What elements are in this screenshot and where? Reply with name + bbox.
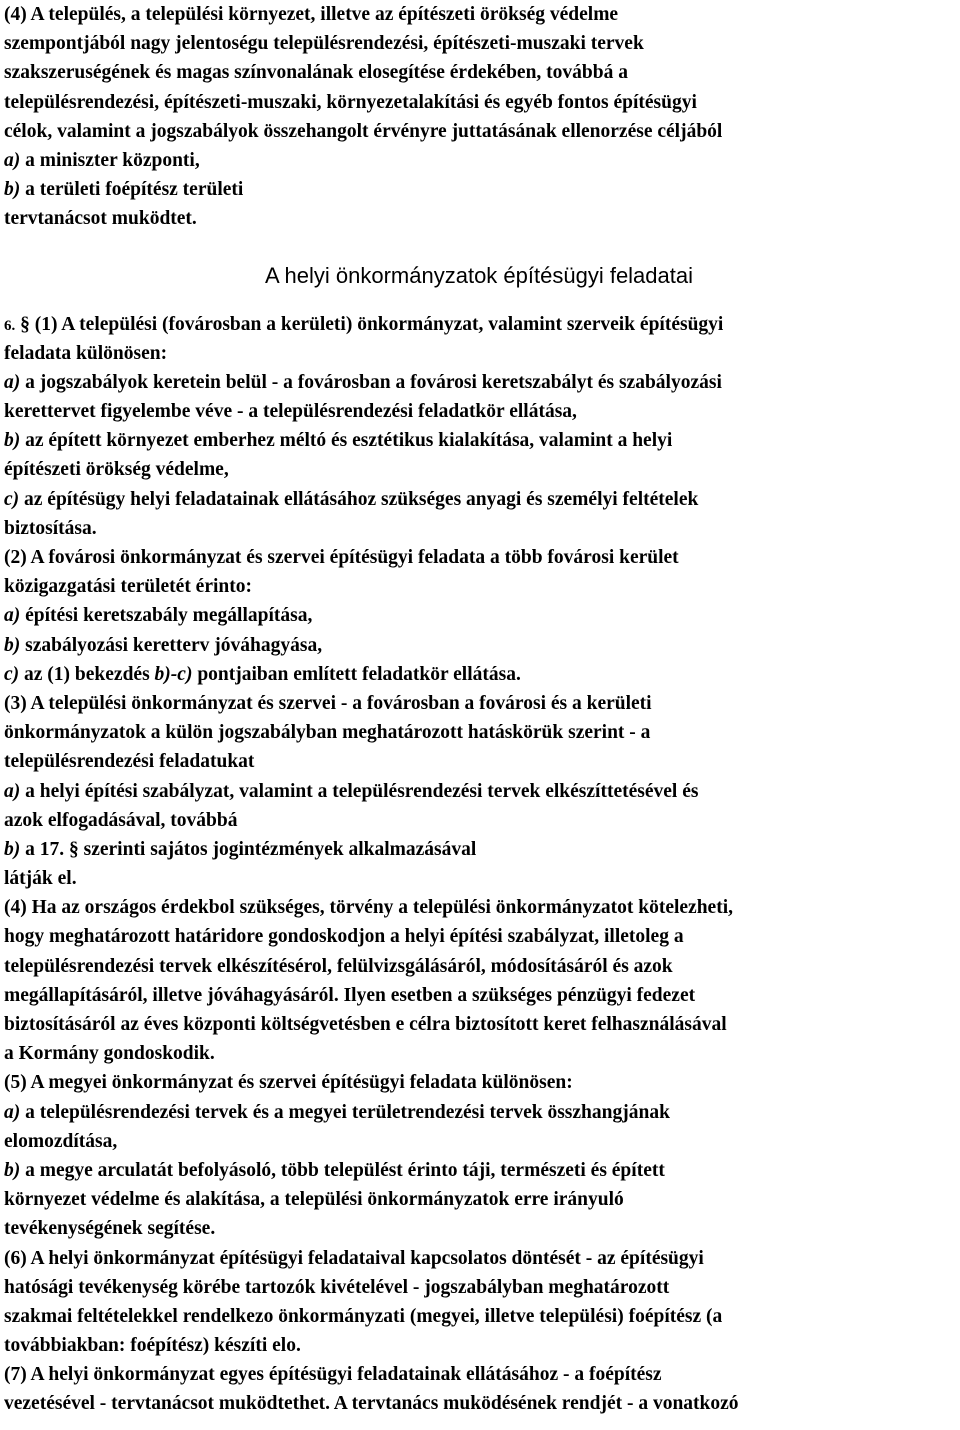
text-line — [4, 952, 954, 981]
text: (4) Ha az országos érdekbol szükséges, törvény a települési önkormányzatot kötelezheti, — [4, 897, 733, 919]
list-item — [4, 368, 954, 397]
list-item — [4, 660, 954, 689]
text: (6) A helyi önkormányzat építésügyi feladataival kapcsolatos döntését - az építésügyi — [4, 1247, 704, 1269]
text: vezetésével - tervtanácsot muködtethet. A tervtanács muködésének rendjét - a vonatkozó — [4, 1393, 739, 1415]
list-item — [4, 631, 954, 660]
item-marker: a) — [4, 371, 21, 393]
text: (5) A megyei önkormányzat és szervei építésügyi feladata különösen: — [4, 1072, 573, 1094]
text-line — [4, 747, 954, 776]
item-marker: a) — [4, 780, 21, 802]
text-line — [4, 1127, 954, 1156]
text: hogy meghatározott határidore gondoskodjon a helyi építési szabályzat, illetoleg a — [4, 926, 684, 948]
text: (7) A helyi önkormányzat egyes építésügyi feladatainak ellátásához - a foépítész — [4, 1364, 662, 1386]
text: pontjaiban említett feladatkör ellátása. — [192, 663, 521, 685]
text: szerinti sajátos jogintézmények alkalmazásával — [78, 838, 477, 860]
text-line — [4, 1010, 954, 1039]
text: kerettervet figyelembe véve - a településrendezési feladatkör ellátása, — [4, 401, 577, 423]
section-4-block — [4, 0, 954, 234]
text: a miniszter központi, — [20, 149, 200, 171]
paragraph-number: 6. — [4, 317, 16, 334]
text-line — [4, 689, 954, 718]
text-line — [4, 572, 954, 601]
text: látják el. — [4, 868, 77, 890]
text: szakmai feltételekkel rendelkezo önkormányzati (megyei, illetve települési) foépítész (a — [4, 1305, 723, 1327]
text-line — [4, 543, 954, 572]
section-heading: A helyi önkormányzatok építésügyi feladatai — [264, 262, 694, 288]
text-line — [4, 864, 954, 893]
text: a településrendezési tervek és a megyei területrendezési tervek összhangjának — [20, 1101, 670, 1123]
item-marker: b) — [4, 430, 21, 452]
text-line — [4, 88, 954, 117]
text: településrendezési tervek elkészítésérol, felülvizsgálásáról, módosításáról és azok — [4, 955, 673, 977]
text: szempontjából nagy jelentoségu településrendezési, építészeti-muszaki tervek — [4, 33, 644, 55]
text-line — [4, 1244, 954, 1273]
text: biztosításáról az éves központi költségvetésben e célra biztosított keret felhasználásával — [4, 1014, 727, 1035]
text-line — [4, 514, 954, 543]
text-line — [4, 455, 954, 484]
text: hatósági tevékenység körébe tartozók kivételével - jogszabályban meghatározott — [4, 1276, 670, 1298]
text-line — [4, 922, 954, 951]
text: a jogszabályok keretein belül - a fovárosban a fovárosi keretszabályt és szabályozási — [20, 371, 722, 393]
paragraph-6-block — [4, 310, 954, 1419]
item-marker: b) — [4, 1159, 21, 1181]
text-line — [4, 1302, 954, 1331]
text: az (1) bekezdés — [19, 663, 155, 685]
text: azok elfogadásával, továbbá — [4, 809, 238, 831]
text: szakszeruségének és magas színvonalának elosegítése érdekében, továbbá a — [4, 62, 628, 84]
item-marker: c) — [4, 488, 20, 510]
text-line — [4, 981, 954, 1010]
list-item — [4, 175, 954, 204]
text-line — [4, 1273, 954, 1302]
list-item — [4, 835, 954, 864]
text: szabályozási keretterv jóváhagyása, — [20, 634, 323, 656]
text-line — [4, 1331, 954, 1360]
text-line — [4, 310, 954, 339]
text: az épített környezet emberhez méltó és esztétikus kialakítása, valamint a helyi — [20, 430, 673, 452]
text: a helyi építési szabályzat, valamint a településrendezési tervek elkészíttetésével és — [20, 780, 699, 802]
text: a területi foépítész területi — [20, 179, 244, 201]
text-line — [4, 0, 954, 29]
text: (4) A település, a települési környezet, illetve az építészeti örökség védelme — [4, 4, 619, 25]
text-line — [4, 117, 954, 146]
list-item — [4, 426, 954, 455]
text: tevékenységének segítése. — [4, 1218, 216, 1240]
item-marker: a) — [4, 149, 21, 171]
text-line — [4, 893, 954, 922]
text-line — [4, 204, 954, 233]
text: feladata különösen: — [4, 342, 168, 364]
list-item — [4, 777, 954, 806]
list-item — [4, 601, 954, 630]
text: megállapításáról, illetve jóváhagyásáról. Ilyen esetben a szükséges pénzügyi fedezet — [4, 984, 696, 1006]
item-marker: b) — [4, 179, 21, 201]
item-marker: c) — [4, 663, 20, 685]
text: önkormányzatok a külön jogszabályban meghatározott hatáskörük szerint - a — [4, 722, 651, 744]
text: célok, valamint a jogszabályok összehangolt érvényre juttatásának ellenorzése céljából — [4, 120, 723, 142]
text-line — [4, 1214, 954, 1243]
document-page — [4, 0, 954, 1419]
text-line — [4, 1360, 954, 1389]
text: építési keretszabály megállapítása, — [20, 605, 313, 627]
text: településrendezési feladatukat — [4, 751, 255, 773]
text-line — [4, 806, 954, 835]
text: biztosítása. — [4, 517, 97, 539]
item-marker: b) — [4, 634, 21, 656]
point-reference: b)-c) — [154, 663, 193, 685]
item-marker: a) — [4, 1101, 21, 1123]
text-line — [4, 29, 954, 58]
text: (2) A fovárosi önkormányzat és szervei építésügyi feladata a több fovárosi kerület — [4, 547, 679, 568]
text-line — [4, 397, 954, 426]
text-line — [4, 58, 954, 87]
list-item — [4, 146, 954, 175]
text: településrendezési, építészeti-muszaki, környezetalakítási és egyéb fontos építésügyi — [4, 91, 697, 113]
text: (1) A települési (fovárosban a kerületi) önkormányzat, valamint szerveik építésügyi — [29, 313, 724, 335]
item-marker: a) — [4, 605, 21, 627]
text: tervtanácsot muködtet. — [4, 208, 197, 230]
text-line — [4, 718, 954, 747]
list-item — [4, 1098, 954, 1127]
text: elomozdítása, — [4, 1130, 118, 1152]
text-line — [4, 1389, 954, 1418]
text-line — [4, 1068, 954, 1097]
text-line — [4, 1039, 954, 1068]
text: továbbiakban: foépítész) készíti elo. — [4, 1335, 301, 1357]
text: a 17. — [20, 838, 69, 860]
text-line — [4, 339, 954, 368]
list-item — [4, 1156, 954, 1185]
text: (3) A települési önkormányzat és szervei - a fovárosban a fovárosi és a kerületi — [4, 692, 652, 714]
text: az építésügy helyi feladatainak ellátásához szükséges anyagi és személyi feltételek — [19, 488, 699, 510]
text: környezet védelme és alakítása, a települési önkormányzatok erre irányuló — [4, 1189, 624, 1211]
item-marker: b) — [4, 838, 21, 860]
text: közigazgatási területét érinto: — [4, 576, 252, 598]
text: a Kormány gondoskodik. — [4, 1043, 215, 1065]
section-sign: § — [69, 838, 79, 860]
text-line — [4, 1185, 954, 1214]
text: a megye arculatát befolyásoló, több települést érinto táji, természeti és épített — [20, 1159, 665, 1181]
list-item — [4, 485, 954, 514]
section-sign: § — [20, 313, 30, 335]
text: építészeti örökség védelme, — [4, 459, 229, 481]
